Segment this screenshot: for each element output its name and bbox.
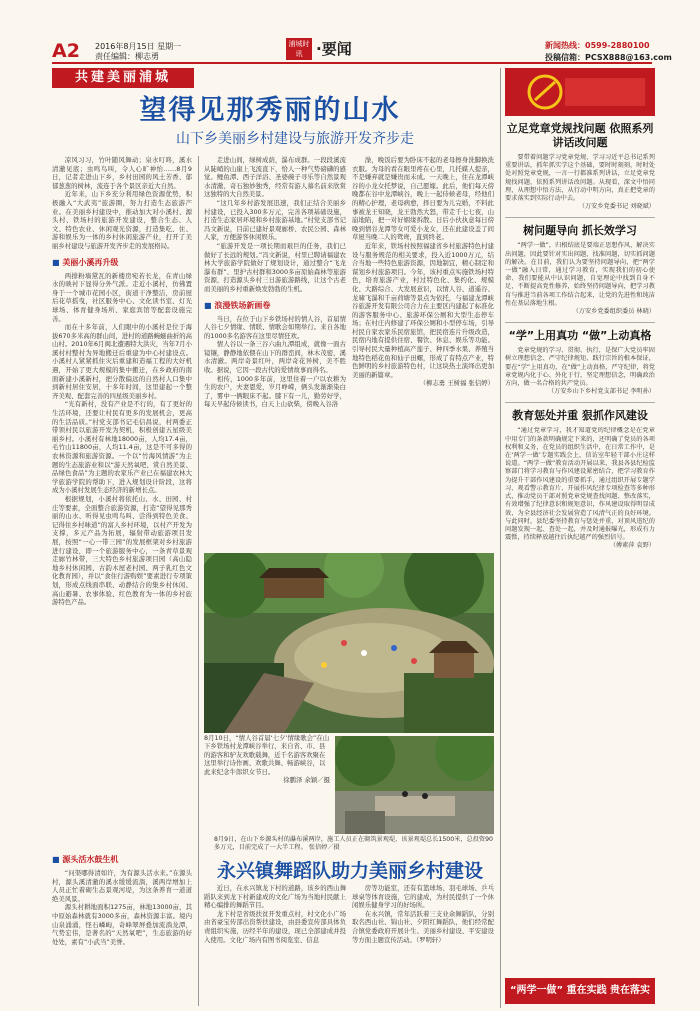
sidebar-title-4: 教育惩处并重 狠抓作风建设 (512, 409, 648, 423)
section-subhead: ■ 源头活水鼓生机 (52, 854, 192, 865)
caption-text: 8月10日，“情人谷首届‘七夕’情缘歌会”在山下乡铁场村龙潭峡谷举行，来自省、市、县的游客和驴友欢歌载舞，近千名游客欢聚在这里举行诗作画、欢歌共舞、畅游峡谷，以此来纪念牛郎织女节日。 (204, 734, 330, 776)
paragraph: “问渠哪得清如许，为有源头活水来。”在源头村，源头溪清澈的溪水缓缓流淌，溪两岸增加上人员正忙着砌生态景观河堤，为这条养育一道道绝美风景。 (52, 869, 192, 903)
article-column-2 (204, 156, 346, 551)
party-emblem-banner (505, 68, 655, 116)
column-divider (500, 68, 501, 1008)
paragraph: 在永兴镇，常年活跃着三支业余舞蹈队，分别取名西山社、锦山社、夕阳红舞蹈队，他们经常配合镇党委政府开展计生、美丽乡村建设、平安建设等方面主题宣传活动。（罗明轩） (352, 909, 494, 944)
article-column-1 (52, 156, 192, 846)
article2-title: 永兴镇舞蹈队助力美丽乡村建设 (216, 860, 483, 882)
photo-caption-1 (204, 734, 330, 834)
paragraph: 房等功能室，还有有篮球场、羽毛球场、乒乓球桌等体育设施，它的建成，为村民提供了一个休闲娱乐健身学习的好场所。 (352, 884, 494, 910)
article2-column-1 (204, 884, 346, 1008)
sidebar-text-4 (505, 427, 655, 792)
paragraph: 近日，在永兴镇龙下村的道路，该乡的西山舞蹈队来到龙下村新建成的文化广场为当地村民献上精心编排的舞蹈节目。 (204, 884, 346, 910)
column-divider (198, 156, 199, 1006)
sidebar-title-1: 立足党章党规找问题 依照系列讲话改问题 (506, 122, 654, 149)
sidebar-title-2: 树问题导向 抓长效学习 (523, 224, 637, 238)
paragraph: “这几年乡村游发展迅速，我们正结合美丽乡村建设，已投入300多万元，完善各项基础设施，打造生态家居环境和乡村旅游基地。”村党支部书记冯文新说，目前已建好景观廊桥、农民公园、森林人家，方便游客休闲娱乐。 (204, 198, 346, 242)
paragraph: “光有新村，没有产业是不行的，有了更好的生活环境，还要让村民有更多的发展机会，更高的生活品质。”村党支部书记毛信昌说，村两委正带领村民以旅游开发为契机，积极创建五星级美丽乡村。小溪村有林地18000亩，人均17.4亩，毛竹山11800亩，人均11.4亩，这是不可多得的农林资源和旅游资源。一个以“竹海风情游”为主题的生态旅游业和以“游天然氧吧、赏自然美景、品绿色食品”为主题的农家乐产业已在福建农林大学旅游学院的帮助下，进入规划设计阶段，这将成为小溪村发展生态经济的新增长点。 (52, 400, 192, 495)
divider (505, 402, 655, 403)
paragraph: 情人谷以一条三谷六曲九潭组成，就像一面古镜镶，静静地依偎在山下的群峦间，林木茂密，溪水清澈。两岸奇景红叶，两岸奇花异树，美不胜收。据说，它因一段古代的爱情故事而得名。 (204, 340, 346, 375)
article-column-3 (352, 156, 494, 551)
sidebar-title-3: “学”上用真功 “做”上动真格 (508, 329, 652, 343)
article2-column-2 (352, 884, 494, 1008)
paragraph: 要带着问题学习党章党规、学习习近平总书记系列重要讲话，抓年抓实学这个基础，要时时刻刻，时时处处对照党章党规，一言一行都准系列讲话，立足党章党规找问题，依照系列讲话改问题。从现看，深文中悟同理，从理想中悟方法，从行动中明方向，真正把党章的要求落实到实际行动中去。 (505, 154, 655, 203)
paragraph: “通过党章学习，我才知道党的纪律概念是在党章中用专门的条款明确规定下来的，还明确了党员的各项权利和义务，在党员的组织生活中，在日常工作中，是在‘两学一做’专题实践会上，信访室年轻干部小庄这样说道。“两学一做”教育活动开展以来，我县各县纪检监察部门将学习教育与作风建设紧密结合，把学习教育作为提升干部作风建设的重要抓手，通过组织开展专题学习、观看警示教育片、开展作风纪律专项检查等多种形式，推动党员干部对照党章党规查找问题、整改落实，有效增强了纪律意识和规矩意识，作风建设取得明显成效，为全县经济社会发展营造了风清气正的良好环境。与此同时，县纪委坚持教育与惩处并重，对顶风违纪的问题发现一起、查处一起，并及时通报曝光，形成有力震慑，持续释放越往后执纪越严的强烈信号。 (505, 427, 655, 542)
column-banner: 共建美丽浦城 (52, 68, 194, 88)
submission-email: 投稿信箱：PCSX888@163.com (545, 53, 672, 62)
right-sidebar (505, 68, 655, 1008)
photo-credit: 徐鹏泽 余颖／摄 (283, 776, 330, 785)
sidebar-text-1 (505, 154, 655, 211)
sidebar-text-3 (505, 347, 655, 396)
sidebar-credit: （万安乡党委书记 刘晓斌） (578, 203, 655, 211)
paragraph: 凉风习习，竹叶随风舞动；泉水叮咚，溪水清澈见底；虫鸣鸟叫，令人心旷神怡……8月9日，记者走进山下乡，乡村田园的风土芳香、郁郁葱葱的树林，流连于各个景区亲近大自然。 (52, 156, 192, 190)
section-subhead: ■ 浪漫铁场新画卷 (204, 300, 346, 311)
issue-date: 2016年8月15日 星期一 (95, 42, 182, 51)
article-column-1-continued (52, 848, 192, 1008)
photo-credit: 张信婷／摄 (308, 844, 340, 852)
photo-festival (204, 553, 494, 733)
page-header (0, 0, 700, 64)
paragraph: 近年来，山下乡充分利用绿色资源优势，积极融入“大武夷”旅游圈，努力打造生态旅游产业。在美丽乡村建设中，推动加大对小溪村、源头村、铁场村的旅游开发建设，整合生态、人文、特色农业、休闲观光资源，打造集吃、住、游和娱乐为一体的乡村休闲旅游产业，打开了美丽乡村建设与旅游开发齐步走的发展格局。 (52, 190, 192, 250)
paragraph: 两排粉墙黛瓦的新楼房宛若长龙，在青山绿水的映衬下显得分外气派。走近小溪村，仿佛置身于一个城市花园小区，街道干净整洁，房前屋后花草摇曳，社区服务中心、文化读书室、灯光球场、体育健身场所、家庭宾馆等配套设施完善。 (52, 271, 192, 323)
sidebar-credit: （傅素萍 袁野） (609, 542, 655, 550)
paragraph: “旅游开发是一项长期而艰巨的任务，我们已做好了长远的规划。”冯文新说，村里已聘请福建农林大学旅游学院做好了规划设计，通过整合“飞龙瀑布群”、里护古村群和3000多亩原始森林等旅游资源，打造源头乡村三日游旅游路线，让这个古老而美丽的乡村重新焕发勃勃的生机。 (204, 241, 346, 293)
photo-riverbank-image (335, 736, 494, 834)
section-badge: 浦城时讯 (286, 38, 312, 60)
paragraph: 龙下村是省级扶贫开发重点村，村文化小广场由省豪宝传部出资帮扶建设，由县委宣传部具体负责组织实施，历经半年的建设，现已全部建成并投入使用。文化广场内有图书阅览室、信息 (204, 909, 346, 944)
paragraph: 当日，在位于山下乡铁场村的情人谷，首届情人谷七夕情缘、情联、情歌会如期举行。来自各地的1000多名游客在这里尽情狂欢。 (204, 314, 346, 340)
divider (505, 322, 655, 323)
byline: （柳志勇 王树福 张信婷） (419, 379, 494, 388)
article-subtitle: 山下乡美丽乡村建设与旅游开发齐步走 (176, 131, 414, 147)
photo-riverbank (335, 736, 494, 834)
paragraph: 相传，1000多年前，这里住着一户以农耕为生的农户，夫妻恩爱，岁月峥嵘，俩头发渐渐染白了，雾中一俩眼床不起。膝下有一儿，勤劳好学，每天早起侍候读书，白天上山砍柴，傍晚入谷洛 (204, 374, 346, 409)
photo-festival-image (204, 553, 494, 733)
paragraph: 澡，晚饭后要为卧床不起的老母擦身洗脚换洗衣服。为母的看在眼里疼在心里，几托媒人提亲，不是嫌弃就是嫌贵而未成。一天晚上，住在龙潭峡谷的小龙女托梦说，自己愿嫁。此后，他们每天傍晚都在谷中龙潭峡谷，晚上一起侍候老母，经他们的精心护理，老母病愈，择日要为儿完婚，不料此事被龙王知晓，龙王勃然大怒，带走千七七夜，山崩地陷，把一对好姻缘拆散。日后小伙执意每日傍晚到情谷龙潭等女可爱小龙女，还在此建设盖了间草屋当晚二人的鸳鸯，直到终老。 (352, 156, 494, 242)
sidebar-credit: （万安乡山下乡村党支部书记 李明孙） (547, 388, 655, 396)
section-title: ·要闻 (316, 40, 352, 58)
paragraph: 走进山间，绿树成荫，瀑布成群。一段段溪流从陡峭的山崖上飞流直下，恰人一种气势磅礴的感觉。鲤鱼潭、西子洋浴、圣婆碗子寻乐等自然景观水清澈、奇石独妙独秀，经常有游人慕名前来欣赏这独特的大自然美景。 (204, 156, 346, 199)
contact-block (545, 40, 672, 64)
caption-text: 8月9日，在山下乡源头村的瀑布溪两岸，施工人员正在砌筑景观堤，该景观堤总长1500米，总投资90多万元，目前完成了一大半工程。 (214, 836, 493, 852)
news-hotline: 新闻热线：0599-2880100 (545, 41, 650, 50)
paragraph: “两学一做”，归根结底是要端正思想作风，解决实出问题，因此要针对实出问题，找准问题，切实抓问题的解决。在目前，我们认为要坚持问题导向，把“两学一做”融入日常，通过学习教育，实现我们的初心使命、我们要能从中认识问题，自觉理论中找到自身不足，不断提高党性修养，始终坚持问题导向，把学习教育与推进当前各项工作结合起来，让党的先进性和纯洁性在基层落地生根。 (505, 242, 655, 307)
spacer (204, 836, 214, 846)
party-emblem-icon (505, 68, 655, 116)
page-number: A2 (52, 40, 80, 62)
header-rule (52, 62, 652, 64)
paragraph: 源头村耕地面积1275亩，林地13000亩，其中原始森林就有3000多亩，森林资源丰富。境内山泉涌涌，怪石嶙峋，奇峰翠屏叠加流淌龙潭，气势宏伟，是著名的“天然氧吧”，生态旅游的好处处，素有“小武当”美誉。 (52, 903, 192, 946)
slogan-banner: “两学一做” 重在实践 贵在落实 (505, 978, 655, 1004)
section-subhead: ■ 美丽小溪再升级 (52, 257, 192, 268)
paragraph: 而在十多年前，人们眼中的小溪村是位于海拔670多米高的群山间，进村的道路蜿蜒曲折的高山村。2010年6月闽北遭遇特大洪灾，当年7月小溪村村整村为异地搬迁后重建为中心村建设点。小溪村人紧紧抓住灾后重建和造福工程的大好机遇，开始了更大规模的集中搬迁，在乡政府的南面新建小溪新村，把分散偏远的自然村人口集中到新村居住安居，十多年时间，这里建起一个整齐美观、配套完善的四星级美丽乡村。 (52, 323, 192, 400)
sidebar-text-2 (505, 242, 655, 316)
sidebar-credit: （万安乡党委组织委员 林晓） (572, 308, 655, 316)
paragraph: 根据规划，小溪村将依托山、水、田园、村庄等要素，全面整合旅游资源，打造“望得见那秀丽的山水、听得见虫鸣鸟叫、尝得到特色美食、记得住乡村味道”的富人乡村环境，以村产开发为支撑，多元产品为拓展，辐射带动旅游项目发展，按照“一心一带三园”的发展框架对乡村旅游进行建设，即一个旅游服务中心，一条青草景观走廊竹林带，三大特色乡村旅游项目园（高山隐地乡村休闲园、古韵木屋老村园、两子乳红色文化教育园），并以“食住行游购娱”要素进行专项策划，形成点线面串联、动静结合的集乡村休闲、高山避暑、农事体验、红色教育为一体的乡村旅游特色产品。 (52, 494, 192, 607)
date-editor-block (95, 42, 181, 62)
paragraph: 党章党规的学习、贯彻、执行，是保广大党员牢固树立理想信念、严守纪律规矩、践行宗旨的根本保证，要在“学”上用真功，在“做”上动真格，严守纪律，将党章党规内化于心、外化于行，坚定理想信念，明确政治方向，做一名合格的共产党员。 (505, 347, 655, 388)
article-title: 望得见那秀丽的山水 (139, 95, 401, 126)
editor-credit: 责任编辑：柳志勇 (95, 52, 159, 61)
paragraph: 近年来，铁场村按照福建省乡村旅游特色村建设与服务规范的相关要求，投入近1000万元，结合当地一些特色旅游资源，因地制宜，精心制定和谋划乡村旅游项目。今年，该村重点实施铁场村特色，培育旅游产业，村过特色化、集约化、规模化、大路综合、大发展意识，以情人谷、道遥谷、龙啸飞瀑和千亩荷塘等景点为依托，与福建龙潭峡谷旅游开发有限公司合力在主要区内建起了标准化的游客服务中心、旅游环保公厕和大型生态停车场；在村庄内修建了环保公厕和小型停车场，引导村民自家农家乐民宿旅馆，把民宿连片升级改造，民宿内地有提供住宿、餐饮、休息、娱乐等功能。引导村民大量种植高产莲子、种四季水果、养殖当地特色稻花鱼和仙子田螺，形成了有特点产业，特色鲜明的乡村旅游特色村，让这块热土演绎出更加美丽的新篇章。 (352, 241, 494, 379)
divider (505, 217, 655, 218)
